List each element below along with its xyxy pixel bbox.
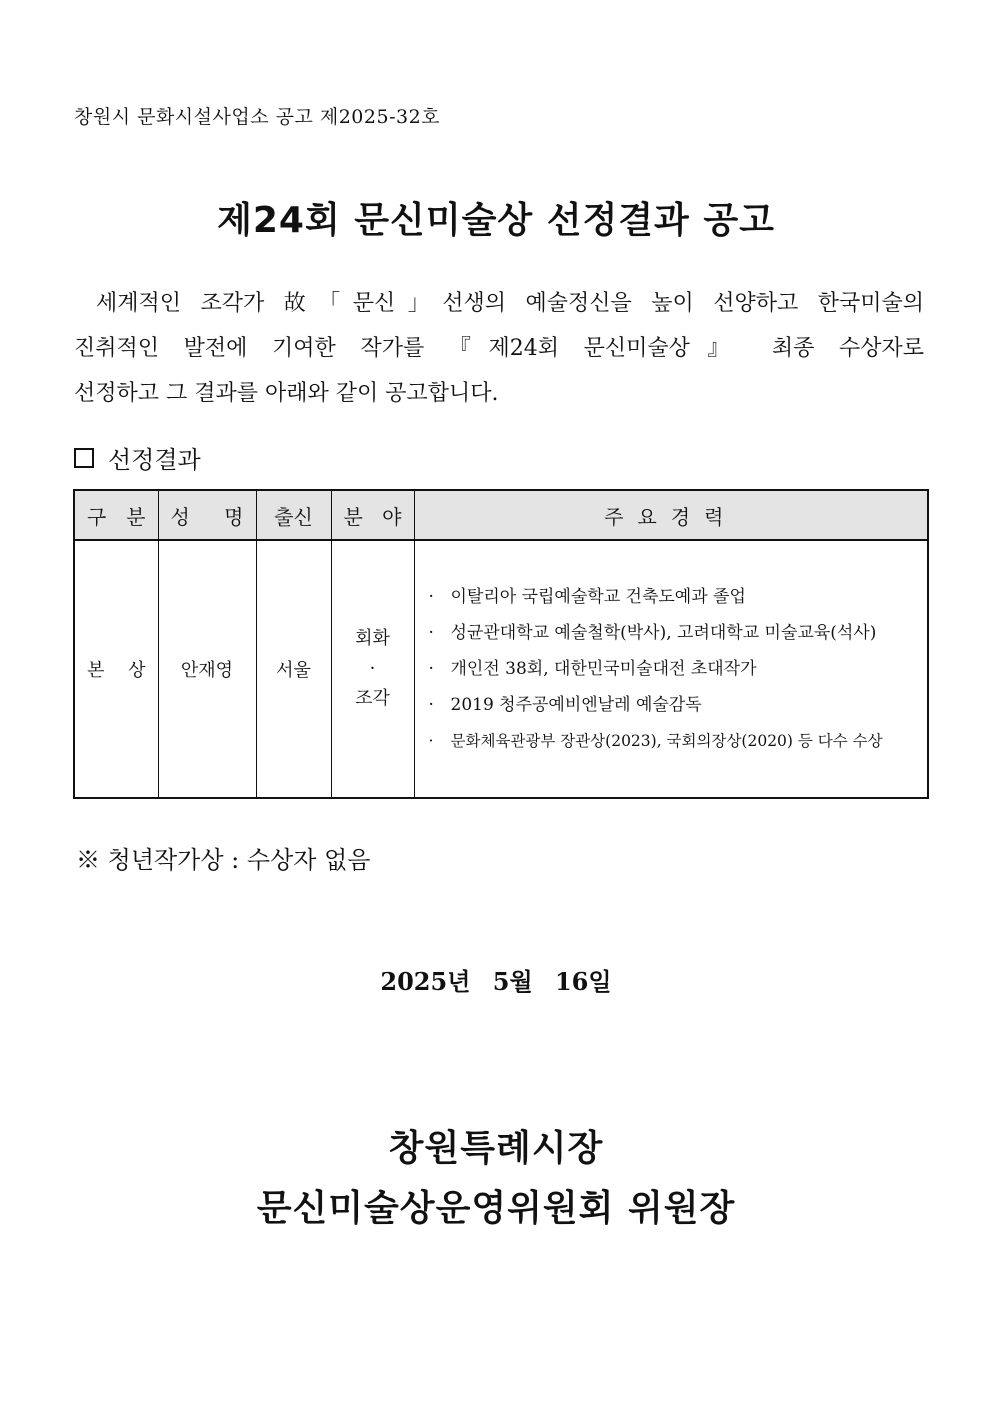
- cell-origin: 서울: [256, 540, 331, 798]
- body-line: 세계적인 조각가 故「문신」선생의 예술정신을 높이 선양하고 한국미술의: [96, 291, 924, 316]
- cell-career: [414, 540, 928, 798]
- section-title: 선정결과: [108, 446, 201, 474]
- cell-field: 회화 · 조각: [331, 540, 414, 798]
- career-list: [415, 579, 928, 759]
- cell-name: 안재영: [158, 540, 256, 798]
- notice-number: 창원시 문화시설사업소 공고 제2025-32호: [74, 106, 441, 128]
- header-category: 구 분: [74, 490, 158, 540]
- header-origin: 출신: [256, 490, 331, 540]
- list-item: · 문화체육관광부 장관상(2023), 국회의장상(2020) 등 다수 수상: [428, 732, 883, 750]
- youth-award-note: ※ 청년작가상 : 수상자 없음: [76, 846, 371, 874]
- issuer-mayor: 창원특례시장: [388, 1127, 604, 1169]
- notice-date: 2025년 5월 16일: [380, 967, 612, 996]
- list-item: · 개인전 38회, 대한민국미술대전 초대작가: [428, 659, 757, 679]
- body-line: 선정하고 그 결과를 아래와 같이 공고합니다.: [74, 381, 499, 406]
- table-header-row: [74, 490, 928, 540]
- table-row: [74, 540, 928, 798]
- header-name: 성 명: [158, 490, 256, 540]
- checkbox-icon: [74, 448, 94, 468]
- selection-result-table: [73, 489, 929, 799]
- list-item: · 이탈리아 국립예술학교 건축도예과 졸업: [428, 587, 746, 607]
- page-title: 제24회 문신미술상 선정결과 공고: [217, 200, 775, 241]
- body-line: 진취적인 발전에 기여한 작가를 『제24회 문신미술상』 최종 수상자로: [74, 336, 924, 361]
- cell-category: 본 상: [74, 540, 158, 798]
- announcement-body: [74, 281, 924, 416]
- issuer-committee-chair: 문신미술상운영위원회 위원장: [256, 1187, 736, 1229]
- list-item: · 성균관대학교 예술철학(박사), 고려대학교 미술교육(석사): [428, 623, 877, 643]
- section-heading: [74, 440, 201, 475]
- list-item: · 2019 청주공예비엔날레 예술감독: [428, 695, 702, 715]
- header-field: 분 야: [331, 490, 414, 540]
- header-career: 주요경력: [414, 490, 928, 540]
